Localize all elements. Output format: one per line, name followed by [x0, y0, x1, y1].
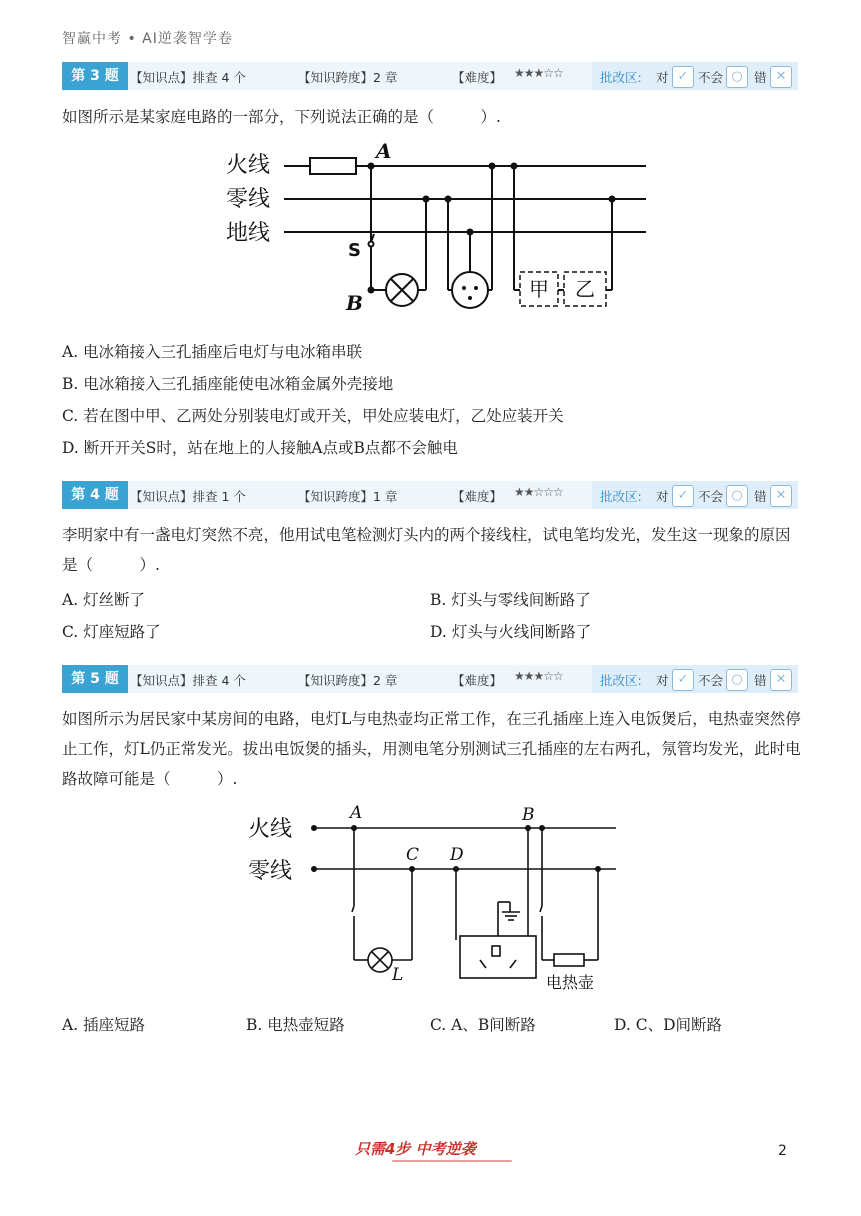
difficulty-stars: ★★☆☆☆: [514, 485, 563, 499]
difficulty-label: 【难度】: [452, 70, 503, 85]
question-bar-4: [62, 481, 798, 509]
unsure-label: 不会: [698, 70, 724, 85]
knowledge-points: 【知识点】排查 4 个: [130, 70, 246, 85]
option-d[interactable]: D. 断开开关S时，站在地上的人接触A点或B点都不会触电: [62, 439, 458, 457]
knowledge-points: 【知识点】排查 4 个: [130, 673, 246, 688]
yi-label: 乙: [575, 277, 595, 301]
knowledge-span: 【知识跨度】2 章: [298, 673, 398, 688]
option-b[interactable]: B. 灯头与零线间断路了: [430, 591, 591, 609]
difficulty-label: 【难度】: [452, 673, 503, 688]
unsure-label: 不会: [698, 673, 724, 688]
earth-wire-label: 地线: [226, 221, 271, 246]
check-icon[interactable]: ✓: [672, 66, 694, 88]
circle-icon[interactable]: ○: [726, 485, 748, 507]
household-circuit-figure: [220, 138, 660, 318]
page-header: 智赢中考 • AI逆袭智学卷: [62, 31, 233, 47]
grading-area: [592, 481, 798, 509]
check-icon[interactable]: ✓: [672, 669, 694, 691]
question-bar-5: [62, 665, 798, 693]
option-d[interactable]: D. C、D间断路: [614, 1016, 723, 1034]
point-d-label: D: [450, 845, 464, 865]
point-a-label: A: [376, 139, 392, 163]
question-number: 第 3 题: [62, 62, 128, 90]
option-a[interactable]: A. 电冰箱接入三孔插座后电灯与电冰箱串联: [62, 343, 363, 361]
point-b-label: B: [346, 291, 363, 315]
circle-icon[interactable]: ○: [726, 66, 748, 88]
unsure-label: 不会: [698, 489, 724, 504]
live-wire-label: 火线: [248, 817, 293, 842]
neutral-wire-label: 零线: [226, 187, 271, 212]
grading-area: [592, 62, 798, 90]
knowledge-span: 【知识跨度】1 章: [298, 489, 398, 504]
difficulty-stars: ★★★☆☆: [514, 66, 563, 80]
neutral-wire-label: 零线: [248, 859, 293, 884]
option-b[interactable]: B. 电热壶短路: [246, 1016, 345, 1034]
option-c[interactable]: C. 灯座短路了: [62, 623, 161, 641]
grading-label: 批改区:: [600, 673, 642, 688]
jia-label: 甲: [529, 277, 549, 301]
option-a[interactable]: A. 插座短路: [62, 1016, 146, 1034]
live-wire-label: 火线: [226, 153, 271, 178]
question-stem-3: 如图所示是某家庭电路的一部分，下列说法正确的是（ ）.: [62, 108, 501, 126]
right-label: 对: [656, 489, 669, 504]
wrong-label: 错: [754, 673, 767, 688]
kettle-label: 电热壶: [546, 973, 595, 992]
grading-label: 批改区:: [600, 70, 642, 85]
option-c[interactable]: C. A、B间断路: [430, 1016, 536, 1034]
switch-s-label: S: [348, 240, 361, 261]
knowledge-points: 【知识点】排查 1 个: [130, 489, 246, 504]
check-icon[interactable]: ✓: [672, 485, 694, 507]
grading-label: 批改区:: [600, 489, 642, 504]
circle-icon[interactable]: ○: [726, 669, 748, 691]
right-label: 对: [656, 70, 669, 85]
page-number: 2: [778, 1143, 787, 1159]
cross-icon[interactable]: ✕: [770, 485, 792, 507]
question-number: 第 4 题: [62, 481, 128, 509]
right-label: 对: [656, 673, 669, 688]
point-c-label: C: [406, 845, 420, 865]
room-circuit-figure: [240, 800, 630, 1000]
question-stem-5: 如图所示为居民家中某房间的电路，电灯L与电热壶均正常工作，在三孔插座上连入电饭煲后，电热壶突然停止工作，灯L仍正常发光。拔出电饭煲的插头，用测电笔分别测试三孔插座的左右两孔，氖管均发光，此时电路故障可能是（ ）.: [62, 710, 801, 788]
knowledge-span: 【知识跨度】2 章: [298, 70, 398, 85]
cross-icon[interactable]: ✕: [770, 66, 792, 88]
question-number: 第 5 题: [62, 665, 128, 693]
question-stem-4: 李明家中有一盏电灯突然不亮，他用试电笔检测灯头内的两个接线柱，试电笔均发光，发生这一现象的原因是（ ）.: [62, 526, 791, 574]
cross-icon[interactable]: ✕: [770, 669, 792, 691]
difficulty-label: 【难度】: [452, 489, 503, 504]
option-b[interactable]: B. 电冰箱接入三孔插座能使电冰箱金属外壳接地: [62, 375, 394, 393]
grading-area: [592, 665, 798, 693]
lamp-l-label: L: [392, 965, 404, 985]
difficulty-stars: ★★★☆☆: [514, 669, 563, 683]
wrong-label: 错: [754, 489, 767, 504]
option-d[interactable]: D. 灯头与火线间断路了: [430, 623, 592, 641]
question-bar-3: [62, 62, 798, 90]
option-a[interactable]: A. 灯丝断了: [62, 591, 146, 609]
footer-logo: 只需4步 中考逆袭: [355, 1140, 476, 1158]
footer-underline: [392, 1160, 512, 1162]
wrong-label: 错: [754, 70, 767, 85]
point-b-label: B: [522, 805, 535, 825]
point-a-label: A: [350, 803, 363, 823]
option-c[interactable]: C. 若在图中甲、乙两处分别装电灯或开关，甲处应装电灯，乙处应装开关: [62, 407, 564, 425]
